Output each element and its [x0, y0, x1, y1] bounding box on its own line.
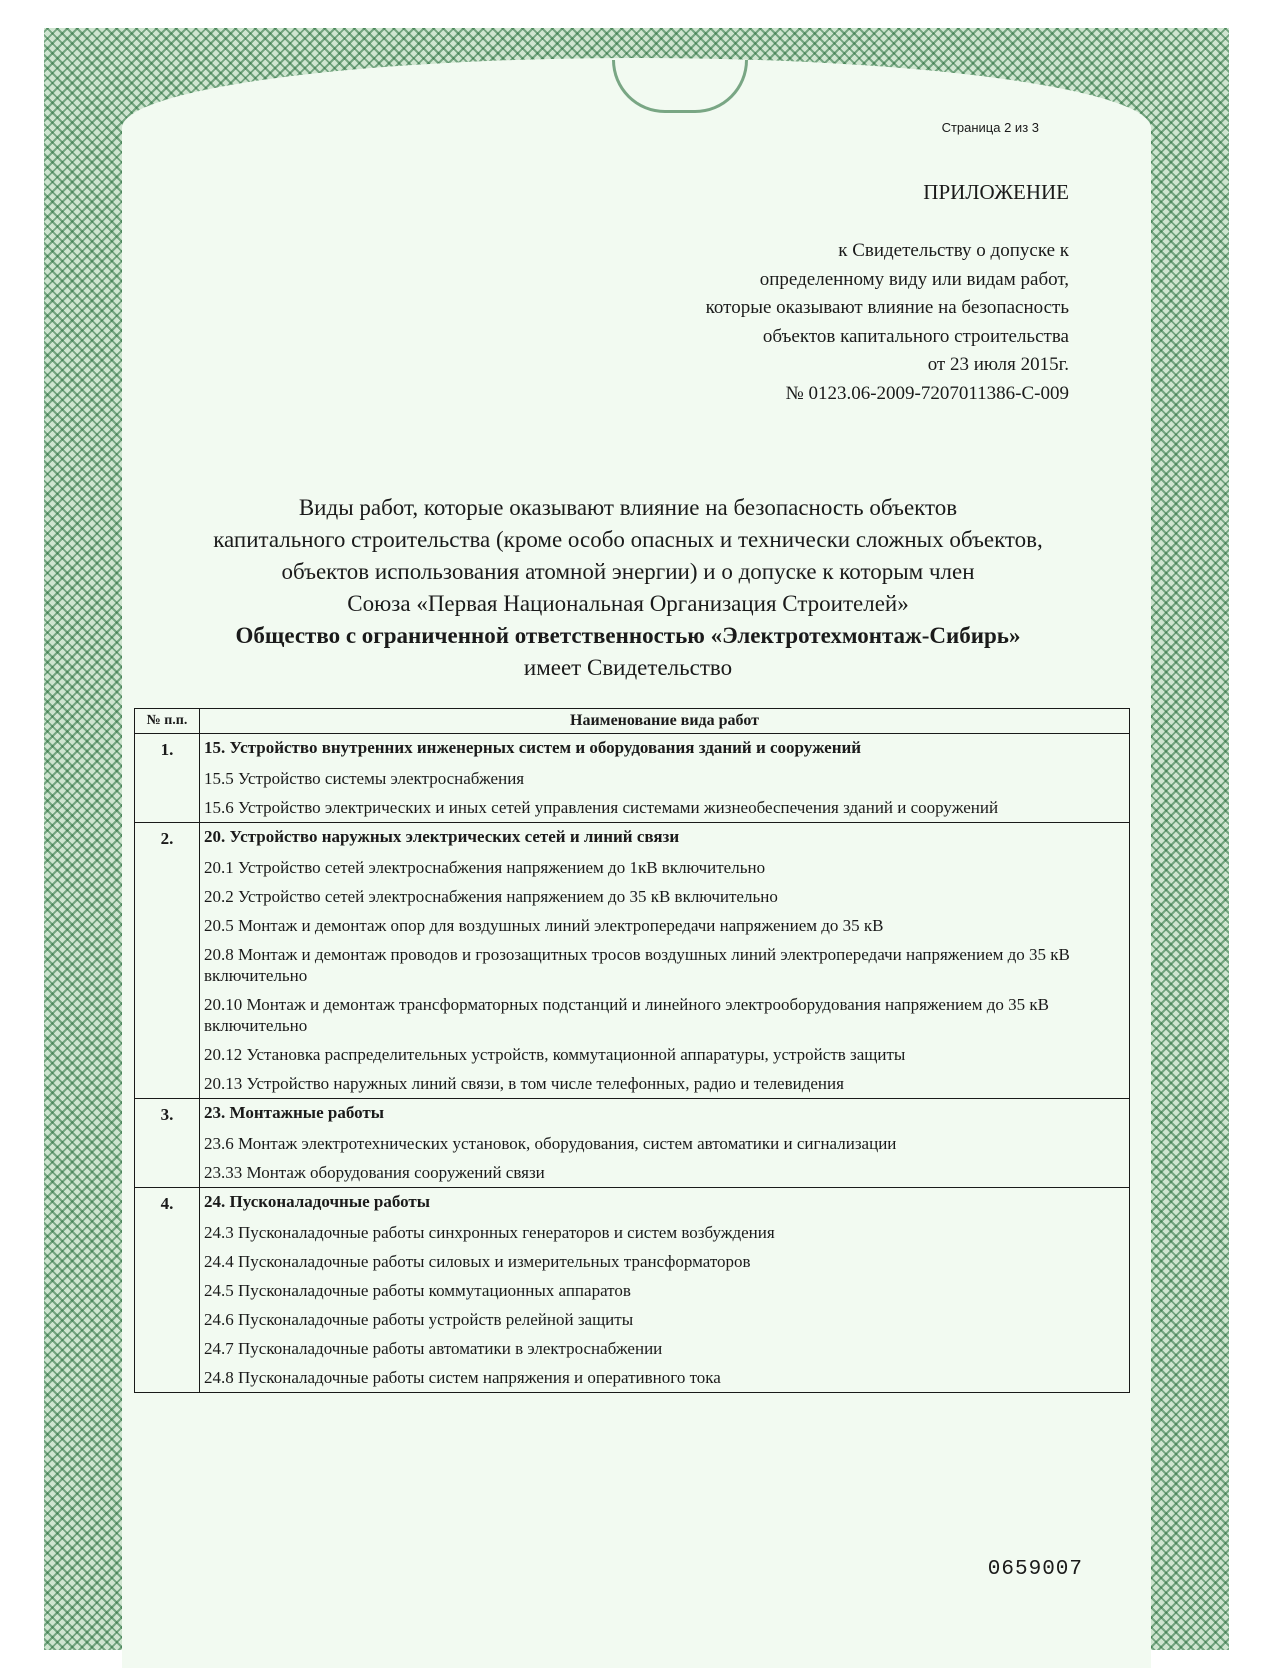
table-row [135, 734, 1130, 823]
work-item: 20.5 Монтаж и демонтаж опор для воздушных линий электропередачи напряжением до 35 кВ [204, 916, 884, 935]
table-header-row [135, 709, 1130, 734]
work-item: 23.33 Монтаж оборудования сооружений связи [204, 1163, 545, 1182]
column-header-name: Наименование вида работ [200, 709, 1130, 734]
heading-line: объектов использования атомной энергии) и о допуске к которым член [281, 559, 975, 584]
column-header-number: № п.п. [135, 709, 200, 734]
row-number: 3. [135, 1099, 200, 1188]
work-item: 24.6 Пусконаладочные работы устройств релейной защиты [204, 1310, 634, 1329]
work-item: 20.10 Монтаж и демонтаж трансформаторных подстанций и линейного электрооборудования напряжением до 35 кВ включительно [204, 995, 1049, 1035]
reference-line: которые оказывают влияние на безопасность [705, 297, 1069, 318]
row-content [200, 1099, 1130, 1188]
work-item: 20.1 Устройство сетей электроснабжения напряжением до 1кВ включительно [204, 858, 766, 877]
heading-line: Виды работ, которые оказывают влияние на безопасность объектов [298, 495, 958, 520]
appendix-reference [706, 237, 1069, 408]
document-heading [128, 492, 1128, 684]
work-item: 24.8 Пусконаладочные работы систем напряжения и оперативного тока [204, 1368, 721, 1387]
work-category: 20. Устройство наружных электрических сетей и линий связи [204, 827, 680, 846]
row-content [200, 823, 1130, 1099]
heading-closing: имеет Свидетельство [523, 655, 733, 680]
work-item: 24.4 Пусконаладочные работы силовых и измерительных трансформаторов [204, 1252, 751, 1271]
work-item: 20.2 Устройство сетей электроснабжения напряжением до 35 кВ включительно [204, 887, 778, 906]
row-number: 4. [135, 1188, 200, 1393]
heading-line: Союза «Первая Национальная Организация Строителей» [347, 591, 909, 616]
serial-number: 0659007 [987, 1558, 1083, 1581]
work-item: 15.6 Устройство электрических и иных сетей управления системами жизнеобеспечения зданий и сооружений [204, 798, 999, 817]
row-number: 2. [135, 823, 200, 1099]
page-number: Страница 2 из 3 [941, 120, 1039, 135]
work-item: 15.5 Устройство системы электроснабжения [204, 769, 525, 788]
work-category: 23. Монтажные работы [204, 1103, 384, 1122]
work-item: 24.7 Пусконаладочные работы автоматики в электроснабжении [204, 1339, 663, 1358]
table-row [135, 1099, 1130, 1188]
reference-line: к Свидетельству о допуске к [838, 240, 1069, 261]
reference-date: от 23 июля 2015г. [927, 354, 1069, 375]
appendix-title: ПРИЛОЖЕНИЕ [923, 180, 1069, 204]
table-row [135, 823, 1130, 1099]
reference-line: определенному виду или видам работ, [759, 268, 1069, 290]
work-item: 23.6 Монтаж электротехнических установок, оборудования, систем автоматики и сигнализации [204, 1134, 897, 1153]
work-item: 20.8 Монтаж и демонтаж проводов и грозозащитных тросов воздушных линий электропередачи напряжением до 35 кВ включительно [204, 945, 1070, 985]
work-item: 20.13 Устройство наружных линий связи, в том числе телефонных, радио и телевидения [204, 1074, 844, 1093]
work-item: 24.5 Пусконаладочные работы коммутационных аппаратов [204, 1281, 631, 1300]
reference-line: объектов капитального строительства [762, 325, 1069, 347]
work-category: 24. Пусконаладочные работы [204, 1192, 431, 1211]
certificate-number: № 0123.06-2009-7207011386-С-009 [785, 382, 1069, 404]
work-category: 15. Устройство внутренних инженерных систем и оборудования зданий и сооружений [204, 738, 862, 757]
table-row [135, 1188, 1130, 1393]
row-number: 1. [135, 734, 200, 823]
work-item: 24.3 Пусконаладочные работы синхронных генераторов и систем возбуждения [204, 1223, 775, 1242]
work-item: 20.12 Установка распределительных устройств, коммутационной аппаратуры, устройств защиты [204, 1045, 906, 1064]
row-content [200, 1188, 1130, 1393]
work-types-table [134, 708, 1130, 1393]
heading-line: капитального строительства (кроме особо опасных и технически сложных объектов, [213, 527, 1043, 552]
row-content [200, 734, 1130, 823]
organization-name: Общество с ограниченной ответственностью «Электротехмонтаж-Сибирь» [235, 623, 1021, 648]
